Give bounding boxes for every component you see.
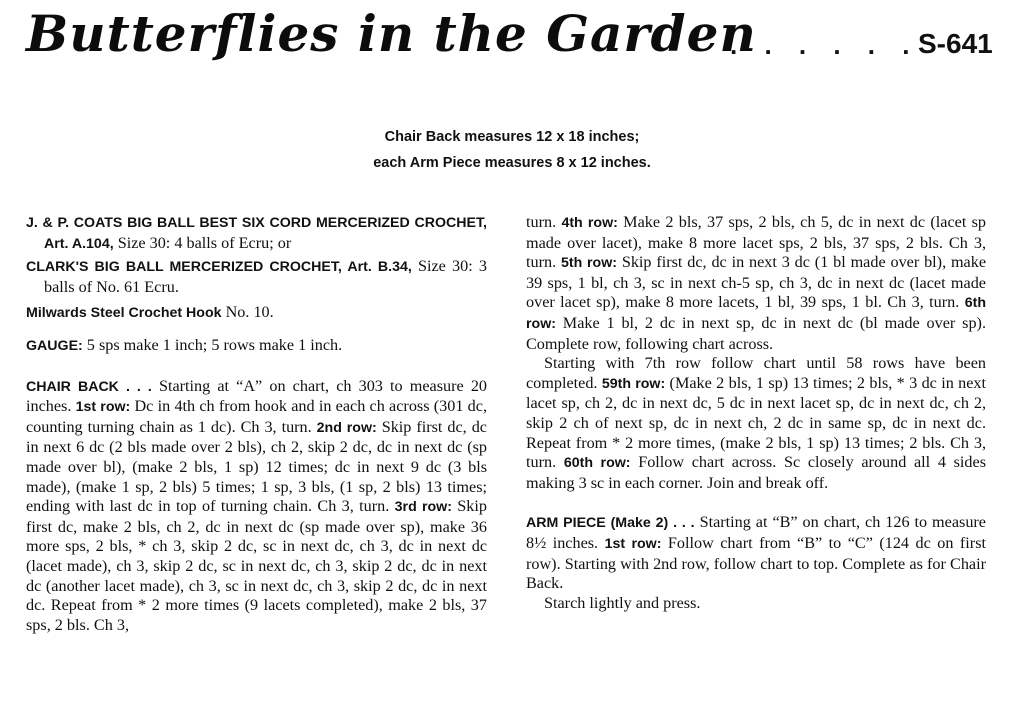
arm-piece-instructions <box>526 513 986 593</box>
instruction-text: Skip first dc, dc in next 6 dc (2 bls made over 2 bls), ch 2, skip 2 dc, dc in next dc (sp made over bl), (make 2 bls, 1 sp) 12 times; dc in next 9 dc (3 bls made), (make 1 sp, 2 bls) 5 times; 1 sp, 3 bls, (1 sp, 2 bls) 13 times; ending with last dc in top of turning chain. Ch 3, turn. <box>26 417 487 516</box>
measure-line-arm-piece: each Arm Piece measures 8 x 12 inches. <box>373 155 651 171</box>
instruction-text: Starting with 7th row follow chart until 58 rows have been completed. <box>526 354 986 392</box>
material-thread-clarks <box>26 257 487 297</box>
instruction-text: Follow chart across. Sc closely around all 4 sides making 3 sc in each corner. Join and break off. <box>526 453 987 492</box>
hook-name: Milwards Steel Crochet Hook <box>26 305 222 322</box>
material-detail: Size 30: 4 balls of Ecru; or <box>113 233 292 252</box>
material-name: J. & P. COATS BIG BALL BEST SIX CORD MERCERIZED CROCHET, Art. A.104, <box>26 215 487 252</box>
row-label: 5th row: <box>560 255 617 272</box>
hook-detail: No. 10. <box>221 303 274 322</box>
material-name: CLARK'S BIG BALL MERCERIZED CROCHET, Art. B.34, <box>26 259 412 276</box>
material-detail: Size 30: 3 balls of No. 61 Ecru. <box>44 257 487 296</box>
arm-piece-heading: ARM PIECE (Make 2) . . . <box>526 515 695 532</box>
row-label: 6th row: <box>526 295 986 332</box>
instruction-text: Make 1 bl, 2 dc in next sp, dc in next dc (bl made over sp). Complete row, following chart across. <box>526 313 986 353</box>
row-label: 2nd row: <box>316 419 377 436</box>
right-column <box>526 213 986 613</box>
left-column <box>26 213 487 635</box>
row-label: 60th row: <box>563 455 631 472</box>
row-label: 59th row: <box>601 375 666 392</box>
instruction-text: Starting at “A” on chart, ch 303 to measure 20 inches. <box>26 376 488 416</box>
gauge-paragraph <box>26 336 487 357</box>
finishing-instruction: Starch lightly and press. <box>544 593 701 612</box>
pattern-code: S-641 <box>918 28 993 59</box>
instruction-text: Dc in 4th ch from hook and in each ch across (301 dc, counting turning chain as 1 dc). Ch 3, turn. <box>26 397 487 436</box>
row-label: 4th row: <box>561 215 618 231</box>
rows-4-to-6-instructions <box>526 213 986 354</box>
title-leader-dots: . . . . . . <box>730 30 920 60</box>
material-thread-coats <box>26 213 487 254</box>
instruction-text: Skip first dc, make 2 bls, ch 2, dc in next dc (sp made over sp), make 36 more sps, 2 bls, * ch 3, skip 2 dc, sc in next dc, ch 3, dc in next dc (lacet made), ch 3, skip 2 dc, sc in next dc, ch 3, skip 2 dc, dc in next dc (another lacet made), ch 3, sc in next dc, ch 3, skip 2 dc, dc in next dc. Repeat from * 2 more times (9 lacets completed), make 2 bls, 37 sps, 2 bls. Ch 3, <box>26 497 487 634</box>
measure-line-chair-back: Chair Back measures 12 x 18 inches; <box>384 129 640 145</box>
instruction-text: Skip first dc, dc in next 3 dc (1 bl made over bl), make 39 sps, 1 bl, ch 3, sc in next ch-5 sp, ch 3, dc in next dc (lacet made over lacet sp), make 8 more lacets, 1 bl, 39 sps, 1 bl. Ch 3, turn. <box>526 253 987 312</box>
material-hook <box>26 303 487 324</box>
chair-back-instructions <box>26 377 487 636</box>
instruction-text: (Make 2 bls, 1 sp) 13 times; 2 bls, * 3 dc in next lacet sp, ch 2, dc in next dc, 5 dc in next lacet sp, dc in next dc, ch 2, skip 2 ch of next sp, dc in next ch, 2 dc in same sp, dc in next dc. Repeat from * 2 more times, (make 2 bls, 1 sp) 13 times; 2 bls. Ch 3, turn. <box>526 373 987 472</box>
gauge-heading: GAUGE: <box>26 337 83 354</box>
rows-7-to-60-instructions <box>526 354 986 493</box>
instruction-text: Follow chart from “B” to “C” (124 dc on first row). Starting with 2nd row, follow chart to top. Complete as for Chair Back. <box>526 533 986 593</box>
gauge-text: 5 sps make 1 inch; 5 rows make 1 inch. <box>82 335 343 354</box>
row-label: 3rd row: <box>394 499 452 516</box>
chair-back-heading: CHAIR BACK . . . <box>26 378 152 395</box>
measurements-block <box>0 124 1024 176</box>
row-label: 1st row: <box>604 535 662 552</box>
page-title: Butterflies in the Garden <box>26 4 757 63</box>
instruction-text: turn. <box>526 213 562 231</box>
instruction-text: Starting at “B” on chart, ch 126 to measure 8½ inches. <box>526 513 986 552</box>
row-label: 1st row: <box>75 399 131 416</box>
instruction-text: Make 2 bls, 37 sps, 2 bls, ch 5, dc in next dc (lacet sp made over lacet), make 8 more lacet sps, 2 bls, 37 sps, 2 bls. Ch 3, turn. <box>526 213 987 272</box>
